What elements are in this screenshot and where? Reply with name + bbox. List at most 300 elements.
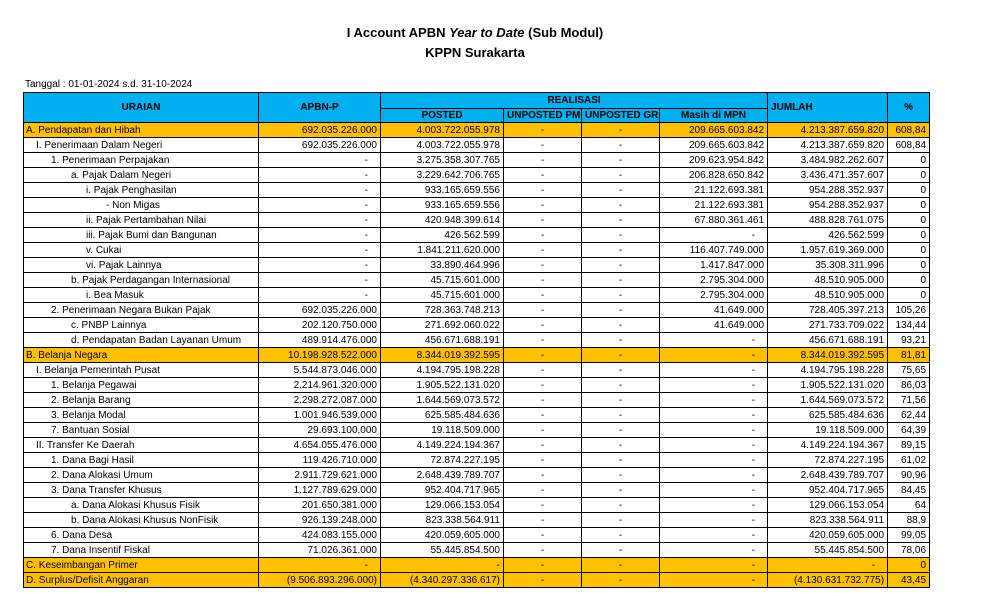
cell-jumlah: 4.149.224.194.367 — [768, 438, 888, 453]
cell-masih-mpn: 2.795.304.000 — [660, 273, 768, 288]
table-row — [24, 138, 930, 153]
cell-unposted-pm: - — [504, 348, 582, 363]
cell-masih-mpn: - — [660, 573, 768, 588]
cell-apbnp: (9.506.893.296.000) — [259, 573, 381, 588]
cell-apbnp: 489.914.476.000 — [259, 333, 381, 348]
cell-unposted-gr: - — [582, 513, 660, 528]
col-unposted-gr: UNPOSTED GR — [582, 109, 660, 123]
cell-apbnp: - — [259, 153, 381, 168]
col-uraian: URAIAN — [24, 93, 259, 123]
cell-apbnp: 4.654.055.476.000 — [259, 438, 381, 453]
cell-unposted-pm: - — [504, 123, 582, 138]
cell-jumlah: 8.344.019.392.595 — [768, 348, 888, 363]
cell-posted: 625.585.484.636 — [381, 408, 504, 423]
cell-unposted-pm: - — [504, 168, 582, 183]
row-label — [24, 393, 259, 408]
row-label-text: c. PNBP Lainnya — [71, 319, 147, 331]
table-row — [24, 198, 930, 213]
row-label — [24, 573, 259, 588]
table-row — [24, 123, 930, 138]
cell-masih-mpn: - — [660, 408, 768, 423]
cell-posted: 728.363.748.213 — [381, 303, 504, 318]
cell-jumlah: 954.288.352.937 — [768, 183, 888, 198]
cell-unposted-pm: - — [504, 423, 582, 438]
table-row — [24, 288, 930, 303]
cell-unposted-gr: - — [582, 558, 660, 573]
table-row — [24, 243, 930, 258]
cell-unposted-pm: - — [504, 228, 582, 243]
cell-pct: 608,84 — [888, 138, 930, 153]
cell-posted: 933.165.659.556 — [381, 198, 504, 213]
row-label-text: 3. Belanja Modal — [51, 409, 126, 421]
cell-apbnp: - — [259, 243, 381, 258]
cell-unposted-gr: - — [582, 363, 660, 378]
row-label-text: A. Pendapatan dan Hibah — [26, 124, 141, 136]
cell-pct: 0 — [888, 558, 930, 573]
row-label-text: D. Surplus/Defisit Anggaran — [26, 574, 149, 586]
row-label — [24, 363, 259, 378]
cell-masih-mpn: - — [660, 378, 768, 393]
cell-unposted-pm: - — [504, 528, 582, 543]
row-label-text: 2. Penerimaan Negara Bukan Pajak — [51, 304, 211, 316]
table-row — [24, 258, 930, 273]
cell-unposted-gr: - — [582, 378, 660, 393]
cell-masih-mpn: 116.407.749.000 — [660, 243, 768, 258]
cell-unposted-gr: - — [582, 393, 660, 408]
cell-jumlah: 35.308.311.996 — [768, 258, 888, 273]
cell-pct: 43,45 — [888, 573, 930, 588]
cell-posted: 952.404.717.965 — [381, 483, 504, 498]
cell-pct: 105,26 — [888, 303, 930, 318]
table-row — [24, 393, 930, 408]
cell-pct: 99,05 — [888, 528, 930, 543]
cell-masih-mpn: 41.649.000 — [660, 303, 768, 318]
row-label-text: i. Bea Masuk — [86, 289, 144, 301]
cell-masih-mpn: - — [660, 543, 768, 558]
cell-pct: 89,15 — [888, 438, 930, 453]
table-row — [24, 513, 930, 528]
row-label — [24, 528, 259, 543]
col-posted: POSTED — [381, 109, 504, 123]
cell-jumlah: 426.562.599 — [768, 228, 888, 243]
row-label-text: i. Pajak Penghasilan — [86, 184, 177, 196]
cell-unposted-gr: - — [582, 438, 660, 453]
row-label — [24, 468, 259, 483]
cell-jumlah: 625.585.484.636 — [768, 408, 888, 423]
row-label-text: I. Belanja Pemerintah Pusat — [36, 364, 160, 376]
row-label-text: d. Pendapatan Badan Layanan Umum — [71, 334, 242, 346]
row-label — [24, 378, 259, 393]
row-label-text: 3. Dana Transfer Khusus — [51, 484, 162, 496]
cell-pct: 93,21 — [888, 333, 930, 348]
cell-unposted-gr: - — [582, 303, 660, 318]
table-row — [24, 378, 930, 393]
cell-masih-mpn: - — [660, 558, 768, 573]
cell-unposted-pm: - — [504, 258, 582, 273]
cell-unposted-pm: - — [504, 333, 582, 348]
cell-unposted-gr: - — [582, 348, 660, 363]
row-label — [24, 183, 259, 198]
row-label-text: - Non Migas — [106, 199, 160, 211]
cell-unposted-gr: - — [582, 573, 660, 588]
table-row — [24, 183, 930, 198]
cell-jumlah: 48.510.905.000 — [768, 273, 888, 288]
cell-apbnp: 692.035.226.000 — [259, 138, 381, 153]
report-subtitle: KPPN Surakarta — [425, 45, 525, 60]
cell-unposted-pm: - — [504, 318, 582, 333]
row-label-text: 1. Penerimaan Perpajakan — [51, 154, 170, 166]
cell-jumlah: 1.905.522.131.020 — [768, 378, 888, 393]
cell-pct: 0 — [888, 198, 930, 213]
cell-pct: 64 — [888, 498, 930, 513]
cell-pct: 81,81 — [888, 348, 930, 363]
table-row — [24, 528, 930, 543]
cell-unposted-gr: - — [582, 453, 660, 468]
cell-posted: 1.905.522.131.020 — [381, 378, 504, 393]
row-label-text: b. Dana Alokasi Khusus NonFisik — [71, 514, 219, 526]
row-label-text: iii. Pajak Bumi dan Bangunan — [86, 229, 217, 241]
cell-posted: 33.890.464.996 — [381, 258, 504, 273]
row-label — [24, 303, 259, 318]
table-row — [24, 303, 930, 318]
cell-apbnp: 2.214.961.320.000 — [259, 378, 381, 393]
cell-apbnp: 692.035.226.000 — [259, 303, 381, 318]
cell-unposted-gr: - — [582, 213, 660, 228]
row-label — [24, 168, 259, 183]
cell-apbnp: - — [259, 558, 381, 573]
row-label-text: ii. Pajak Pertambahan Nilai — [86, 214, 207, 226]
row-label — [24, 483, 259, 498]
row-label-text: 7. Dana Insentif Fiskal — [51, 544, 150, 556]
cell-unposted-gr: - — [582, 198, 660, 213]
cell-unposted-gr: - — [582, 258, 660, 273]
cell-jumlah: 72.874.227.195 — [768, 453, 888, 468]
cell-unposted-pm: - — [504, 543, 582, 558]
cell-unposted-pm: - — [504, 483, 582, 498]
cell-pct: 0 — [888, 228, 930, 243]
row-label-text: 1. Belanja Pegawai — [51, 379, 137, 391]
cell-jumlah: 420.059.605.000 — [768, 528, 888, 543]
cell-masih-mpn: - — [660, 333, 768, 348]
table-row — [24, 543, 930, 558]
cell-posted: 426.562.599 — [381, 228, 504, 243]
cell-pct: 88,9 — [888, 513, 930, 528]
cell-posted: 8.344.019.392.595 — [381, 348, 504, 363]
col-apbnp: APBN-P — [259, 93, 381, 123]
cell-pct: 134,44 — [888, 318, 930, 333]
cell-posted: 45.715.601.000 — [381, 273, 504, 288]
row-label — [24, 423, 259, 438]
table-row — [24, 573, 930, 588]
table-body — [24, 123, 930, 588]
table-row — [24, 363, 930, 378]
row-label — [24, 258, 259, 273]
cell-masih-mpn: 209.623.954.842 — [660, 153, 768, 168]
row-label-text: 1. Dana Bagi Hasil — [51, 454, 134, 466]
cell-pct: 608,84 — [888, 123, 930, 138]
cell-jumlah: 1.644.569.073.572 — [768, 393, 888, 408]
cell-unposted-pm: - — [504, 408, 582, 423]
row-label-text: 2. Dana Alokasi Umum — [51, 469, 153, 481]
row-label — [24, 288, 259, 303]
cell-posted: 3.275.358.307.765 — [381, 153, 504, 168]
report-table — [23, 92, 930, 588]
row-label-text: v. Cukai — [86, 244, 122, 256]
cell-apbnp: - — [259, 198, 381, 213]
cell-masih-mpn: 206.828.650.842 — [660, 168, 768, 183]
cell-jumlah: 3.484.982.262.607 — [768, 153, 888, 168]
row-label — [24, 198, 259, 213]
row-label-text: a. Dana Alokasi Khusus Fisik — [71, 499, 200, 511]
cell-pct: 0 — [888, 243, 930, 258]
row-label — [24, 498, 259, 513]
cell-posted: 1.644.569.073.572 — [381, 393, 504, 408]
cell-apbnp: - — [259, 213, 381, 228]
cell-unposted-pm: - — [504, 273, 582, 288]
row-label-text: 6. Dana Desa — [51, 529, 113, 541]
cell-masih-mpn: 2.795.304.000 — [660, 288, 768, 303]
cell-pct: 84,45 — [888, 483, 930, 498]
cell-jumlah: 271.733.709.022 — [768, 318, 888, 333]
cell-apbnp: 201.650.381.000 — [259, 498, 381, 513]
cell-unposted-pm: - — [504, 453, 582, 468]
row-label — [24, 513, 259, 528]
cell-unposted-gr: - — [582, 168, 660, 183]
table-row — [24, 438, 930, 453]
cell-jumlah: 488.828.761.075 — [768, 213, 888, 228]
row-label — [24, 348, 259, 363]
cell-pct: 0 — [888, 213, 930, 228]
cell-posted: 4.149.224.194.367 — [381, 438, 504, 453]
table-row — [24, 558, 930, 573]
cell-posted: 45.715.601.000 — [381, 288, 504, 303]
cell-jumlah: 4.213.387.659.820 — [768, 123, 888, 138]
cell-jumlah: - — [768, 558, 888, 573]
row-label — [24, 228, 259, 243]
cell-jumlah: (4.130.631.732.775) — [768, 573, 888, 588]
cell-posted: 129.066.153.054 — [381, 498, 504, 513]
cell-unposted-pm: - — [504, 198, 582, 213]
cell-unposted-pm: - — [504, 138, 582, 153]
cell-unposted-gr: - — [582, 408, 660, 423]
cell-pct: 0 — [888, 183, 930, 198]
cell-pct: 86,03 — [888, 378, 930, 393]
cell-pct: 75,65 — [888, 363, 930, 378]
cell-apbnp: 29.693.100.000 — [259, 423, 381, 438]
cell-posted: 2.648.439.789.707 — [381, 468, 504, 483]
cell-posted: 3.229.642.706.765 — [381, 168, 504, 183]
row-label-text: 7. Bantuan Sosial — [51, 424, 130, 436]
cell-apbnp: - — [259, 258, 381, 273]
table-row — [24, 318, 930, 333]
cell-masih-mpn: 67.880.361.461 — [660, 213, 768, 228]
cell-unposted-gr: - — [582, 423, 660, 438]
cell-jumlah: 2.648.439.789.707 — [768, 468, 888, 483]
cell-masih-mpn: 209.665.603.842 — [660, 138, 768, 153]
report-title: I Account APBN Year to Date (Sub Modul) — [346, 25, 604, 40]
cell-unposted-gr: - — [582, 123, 660, 138]
table-row — [24, 213, 930, 228]
cell-masih-mpn: - — [660, 498, 768, 513]
col-realisasi: REALISASI — [381, 93, 768, 109]
header-row-1 — [24, 93, 930, 109]
cell-jumlah: 55.445.854.500 — [768, 543, 888, 558]
row-label — [24, 243, 259, 258]
row-label-text: 2. Belanja Barang — [51, 394, 131, 406]
cell-unposted-pm: - — [504, 213, 582, 228]
cell-posted: 72.874.227.195 — [381, 453, 504, 468]
table-row — [24, 168, 930, 183]
cell-posted: (4.340.297.336.617) — [381, 573, 504, 588]
cell-jumlah: 952.404.717.965 — [768, 483, 888, 498]
cell-masih-mpn: - — [660, 528, 768, 543]
cell-unposted-gr: - — [582, 243, 660, 258]
cell-apbnp: 2.298.272.087.000 — [259, 393, 381, 408]
cell-posted: 4.003.722.055.978 — [381, 138, 504, 153]
cell-apbnp: - — [259, 273, 381, 288]
table-row — [24, 333, 930, 348]
cell-jumlah: 954.288.352.937 — [768, 198, 888, 213]
cell-jumlah: 823.338.564.911 — [768, 513, 888, 528]
cell-unposted-pm: - — [504, 243, 582, 258]
cell-jumlah: 728.405.397.213 — [768, 303, 888, 318]
row-label — [24, 123, 259, 138]
cell-apbnp: - — [259, 168, 381, 183]
cell-posted: 271.692.060.022 — [381, 318, 504, 333]
cell-posted: 823.338.564.911 — [381, 513, 504, 528]
cell-jumlah: 4.213.387.659.820 — [768, 138, 888, 153]
cell-posted: 456.671.688.191 — [381, 333, 504, 348]
cell-jumlah: 129.066.153.054 — [768, 498, 888, 513]
table-row — [24, 468, 930, 483]
cell-unposted-pm: - — [504, 498, 582, 513]
cell-pct: 0 — [888, 168, 930, 183]
cell-apbnp: 202.120.750.000 — [259, 318, 381, 333]
cell-masih-mpn: 1.417.847.000 — [660, 258, 768, 273]
cell-pct: 0 — [888, 273, 930, 288]
cell-unposted-gr: - — [582, 468, 660, 483]
cell-apbnp: 10.198.928.522.000 — [259, 348, 381, 363]
row-label-text: II. Transfer Ke Daerah — [36, 439, 135, 451]
cell-apbnp: 1.001.946.539.000 — [259, 408, 381, 423]
row-label — [24, 408, 259, 423]
cell-apbnp: 71.026.361.000 — [259, 543, 381, 558]
cell-posted: 55.445.854.500 — [381, 543, 504, 558]
cell-apbnp: - — [259, 183, 381, 198]
cell-apbnp: 119.426.710.000 — [259, 453, 381, 468]
col-masih-mpn: Masih di MPN — [660, 109, 768, 123]
cell-unposted-gr: - — [582, 483, 660, 498]
cell-unposted-gr: - — [582, 183, 660, 198]
cell-unposted-pm: - — [504, 288, 582, 303]
cell-apbnp: 2.911.729.621.000 — [259, 468, 381, 483]
col-pct: % — [888, 93, 930, 123]
cell-posted: - — [381, 558, 504, 573]
cell-masih-mpn: - — [660, 423, 768, 438]
cell-pct: 0 — [888, 288, 930, 303]
cell-unposted-gr: - — [582, 228, 660, 243]
cell-unposted-pm: - — [504, 153, 582, 168]
cell-unposted-gr: - — [582, 288, 660, 303]
cell-apbnp: 424.083.155.000 — [259, 528, 381, 543]
cell-unposted-gr: - — [582, 138, 660, 153]
date-range: Tanggal : 01-01-2024 s.d. 31-10-2024 — [25, 79, 193, 90]
cell-pct: 64,39 — [888, 423, 930, 438]
cell-unposted-pm: - — [504, 573, 582, 588]
cell-pct: 71,56 — [888, 393, 930, 408]
col-jumlah: JUMLAH — [768, 93, 888, 123]
cell-masih-mpn: - — [660, 363, 768, 378]
cell-unposted-gr: - — [582, 318, 660, 333]
cell-apbnp: - — [259, 228, 381, 243]
col-unposted-pm: UNPOSTED PM — [504, 109, 582, 123]
row-label-text: C. Keseimbangan Primer — [26, 559, 138, 571]
cell-masih-mpn: - — [660, 468, 768, 483]
cell-unposted-gr: - — [582, 498, 660, 513]
table-row — [24, 423, 930, 438]
table-row — [24, 498, 930, 513]
cell-apbnp: - — [259, 288, 381, 303]
cell-unposted-pm: - — [504, 468, 582, 483]
row-label — [24, 138, 259, 153]
cell-apbnp: 5.544.873.046.000 — [259, 363, 381, 378]
cell-unposted-pm: - — [504, 363, 582, 378]
cell-pct: 78,06 — [888, 543, 930, 558]
cell-masih-mpn: 41.649.000 — [660, 318, 768, 333]
cell-masih-mpn: - — [660, 348, 768, 363]
row-label-text: vi. Pajak Lainnya — [86, 259, 162, 271]
table-row — [24, 348, 930, 363]
cell-posted: 420.948.399.614 — [381, 213, 504, 228]
cell-unposted-pm: - — [504, 303, 582, 318]
cell-unposted-gr: - — [582, 273, 660, 288]
row-label — [24, 213, 259, 228]
cell-jumlah: 48.510.905.000 — [768, 288, 888, 303]
cell-pct: 90,96 — [888, 468, 930, 483]
row-label — [24, 153, 259, 168]
cell-unposted-gr: - — [582, 543, 660, 558]
table-row — [24, 408, 930, 423]
cell-pct: 62,44 — [888, 408, 930, 423]
cell-posted: 4.003.722.055.978 — [381, 123, 504, 138]
cell-unposted-pm: - — [504, 378, 582, 393]
cell-posted: 19.118.509.000 — [381, 423, 504, 438]
cell-apbnp: 1.127.789.629.000 — [259, 483, 381, 498]
cell-posted: 4.194.795.198.228 — [381, 363, 504, 378]
cell-masih-mpn: - — [660, 483, 768, 498]
row-label — [24, 543, 259, 558]
cell-masih-mpn: - — [660, 453, 768, 468]
cell-unposted-pm: - — [504, 513, 582, 528]
cell-pct: 0 — [888, 153, 930, 168]
row-label — [24, 318, 259, 333]
row-label-text: b. Pajak Perdagangan Internasional — [71, 274, 231, 286]
table-row — [24, 483, 930, 498]
row-label-text: B. Belanja Negara — [26, 349, 108, 361]
cell-masih-mpn: 21.122.693.381 — [660, 198, 768, 213]
cell-masih-mpn: - — [660, 513, 768, 528]
cell-masih-mpn: 209.665.603.842 — [660, 123, 768, 138]
cell-unposted-gr: - — [582, 153, 660, 168]
cell-unposted-pm: - — [504, 438, 582, 453]
table-row — [24, 228, 930, 243]
cell-jumlah: 1.957.619.369.000 — [768, 243, 888, 258]
row-label — [24, 438, 259, 453]
cell-posted: 420.059.605.000 — [381, 528, 504, 543]
cell-jumlah: 19.118.509.000 — [768, 423, 888, 438]
cell-jumlah: 4.194.795.198.228 — [768, 363, 888, 378]
cell-pct: 0 — [888, 258, 930, 273]
